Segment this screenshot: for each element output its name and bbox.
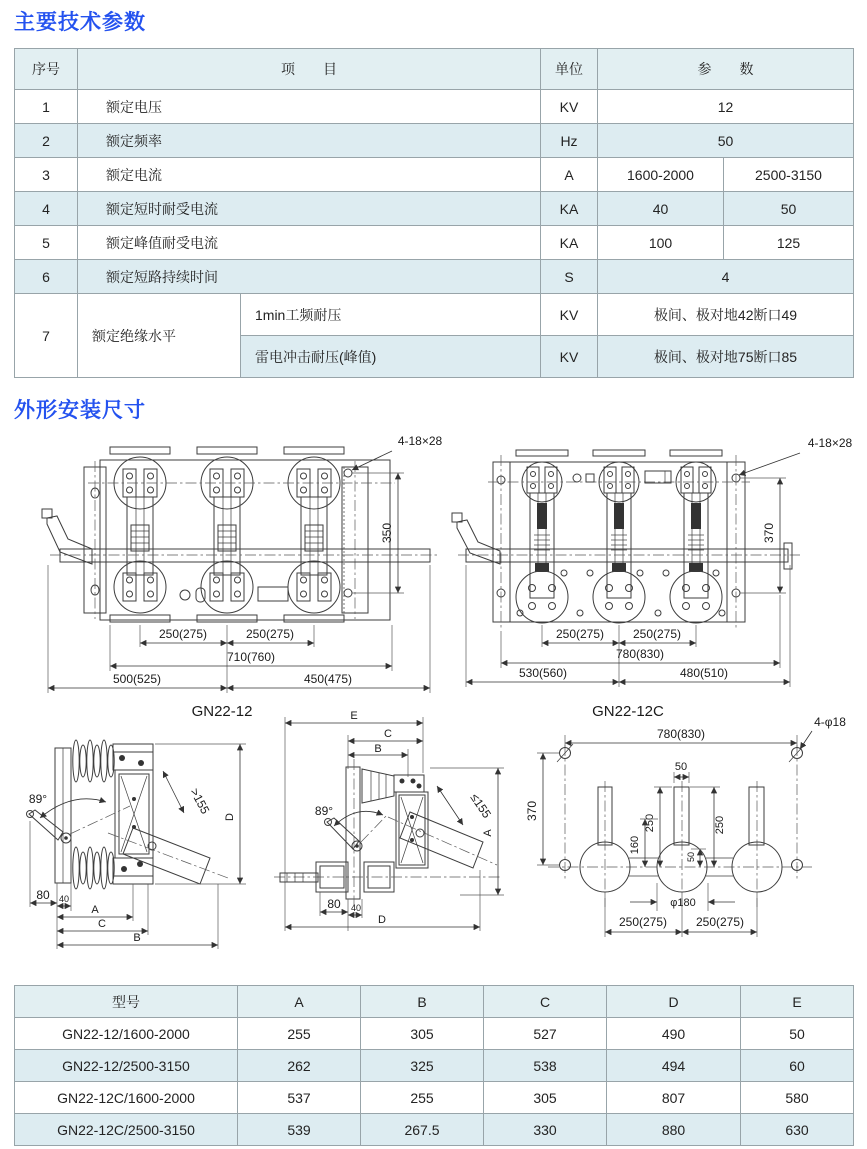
- cell-subitem: 雷电冲击耐压(峰值): [241, 336, 541, 378]
- technical-parameters-table: [14, 48, 854, 378]
- cell-value: 305: [361, 1018, 484, 1050]
- dim-width-total: 710(760): [226, 650, 276, 664]
- dim-c: C: [384, 728, 392, 740]
- cell-no: 5: [15, 226, 78, 260]
- dim-pole-spacing: 250(275): [555, 627, 605, 641]
- cell-value: 60: [741, 1050, 854, 1082]
- table-header-row: [15, 49, 854, 90]
- column-header-no: 序号: [15, 49, 78, 90]
- dim-160: 160: [629, 835, 641, 855]
- cell-unit: KA: [541, 192, 598, 226]
- table-row: [15, 90, 854, 124]
- installation-drawings: [0, 425, 867, 985]
- cell-value: 125: [724, 226, 854, 260]
- cell-value: 305: [484, 1082, 607, 1114]
- dim-80: 80: [36, 888, 50, 902]
- table-row: [15, 1018, 854, 1050]
- dim-b: B: [374, 743, 382, 755]
- table-row: [15, 1050, 854, 1082]
- dim-bolt-note: 4-18×28: [807, 436, 853, 450]
- dim-a: A: [482, 829, 494, 837]
- column-header-value: 参 数: [598, 49, 854, 90]
- cell-value: 527: [484, 1018, 607, 1050]
- dim-width-right: 450(475): [303, 672, 353, 686]
- cell-item: 额定短路持续时间: [78, 260, 541, 294]
- table-row: [15, 294, 854, 336]
- column-header-unit: 单位: [541, 49, 598, 90]
- cell-value: 494: [607, 1050, 741, 1082]
- cell-value: 267.5: [361, 1114, 484, 1146]
- dim-a: A: [91, 904, 99, 916]
- cell-unit: KV: [541, 294, 598, 336]
- cell-model: GN22-12C/2500-3150: [15, 1114, 238, 1146]
- dim-gap: ≤155: [467, 790, 494, 821]
- cell-unit: KV: [541, 90, 598, 124]
- cell-value: 40: [598, 192, 724, 226]
- dim-c: C: [98, 918, 106, 930]
- cell-item: 额定频率: [78, 124, 541, 158]
- dim-250-right: 250: [714, 815, 726, 835]
- dim-pole-spacing: 250(275): [245, 627, 295, 641]
- dim-d: D: [378, 914, 386, 926]
- cell-value: 12: [598, 90, 854, 124]
- table-row: [15, 124, 854, 158]
- cell-value: 580: [741, 1082, 854, 1114]
- dim-spacing: 250(275): [618, 915, 668, 929]
- cell-value: 255: [238, 1018, 361, 1050]
- dim-b: B: [133, 932, 141, 944]
- cell-no: 6: [15, 260, 78, 294]
- cell-value: 255: [361, 1082, 484, 1114]
- dim-bolt-note: 4-18×28: [397, 434, 443, 448]
- cell-unit: KA: [541, 226, 598, 260]
- cell-value: 330: [484, 1114, 607, 1146]
- cell-value: 4: [598, 260, 854, 294]
- cell-subitem: 1min工频耐压: [241, 294, 541, 336]
- cell-no: 7: [15, 294, 78, 378]
- dim-width-left: 500(525): [112, 672, 162, 686]
- dim-angle: 89°: [314, 804, 334, 818]
- dim-e: E: [350, 710, 358, 722]
- model-dimensions-table: [14, 985, 854, 1146]
- section-title-installation-dimensions: 外形安装尺寸: [14, 399, 146, 422]
- cell-item: 额定电流: [78, 158, 541, 192]
- dim-80: 80: [327, 897, 341, 911]
- cell-value: 630: [741, 1114, 854, 1146]
- dim-40: 40: [350, 903, 362, 913]
- drawing-gn22-12-front-view: [42, 434, 443, 720]
- cell-value: 807: [607, 1082, 741, 1114]
- column-header-a: A: [238, 986, 361, 1018]
- section-title-technical-parameters: 主要技术参数: [14, 11, 146, 34]
- table-row: [15, 1114, 854, 1146]
- dim-d: D: [224, 813, 236, 821]
- cell-value: 50: [741, 1018, 854, 1050]
- cell-no: 3: [15, 158, 78, 192]
- cell-value: 极间、极对地42断口49: [598, 294, 854, 336]
- cell-item: 额定短时耐受电流: [78, 192, 541, 226]
- cell-value: 538: [484, 1050, 607, 1082]
- dim-pole-spacing: 250(275): [158, 627, 208, 641]
- cell-unit: KV: [541, 336, 598, 378]
- cell-item: 额定绝缘水平: [78, 294, 241, 378]
- dim-width-total: 780(830): [615, 647, 665, 661]
- table-row: [15, 192, 854, 226]
- cell-no: 1: [15, 90, 78, 124]
- dim-bolt-note: 4-φ18: [814, 715, 846, 729]
- drawing-gn22-12c-front-view: [452, 436, 853, 720]
- cell-unit: S: [541, 260, 598, 294]
- dim-phi-180: φ180: [670, 897, 696, 909]
- column-header-model: 型号: [15, 986, 238, 1018]
- cell-value: 50: [598, 124, 854, 158]
- dim-pole-spacing: 250(275): [632, 627, 682, 641]
- cell-value: 880: [607, 1114, 741, 1146]
- drawing-gn22-12-side-view: [27, 740, 247, 949]
- dim-250-left: 250: [644, 813, 656, 833]
- cell-model: GN22-12/1600-2000: [15, 1018, 238, 1050]
- dim-height: 370: [762, 522, 776, 544]
- dim-spacing: 250(275): [695, 915, 745, 929]
- table-header-row: [15, 986, 854, 1018]
- cell-value: 1600-2000: [598, 158, 724, 192]
- dim-50-top: 50: [674, 761, 688, 773]
- cell-value: 极间、极对地75断口85: [598, 336, 854, 378]
- cell-model: GN22-12/2500-3150: [15, 1050, 238, 1082]
- dim-width-left: 530(560): [518, 666, 568, 680]
- column-header-e: E: [741, 986, 854, 1018]
- column-header-c: C: [484, 986, 607, 1018]
- cell-model: GN22-12C/1600-2000: [15, 1082, 238, 1114]
- cell-value: 262: [238, 1050, 361, 1082]
- cell-value: 100: [598, 226, 724, 260]
- cell-no: 2: [15, 124, 78, 158]
- model-label: GN22-12: [191, 703, 253, 720]
- table-row: [15, 260, 854, 294]
- cell-value: 490: [607, 1018, 741, 1050]
- dim-height: 350: [380, 522, 394, 544]
- cell-value: 2500-3150: [724, 158, 854, 192]
- dim-40: 40: [58, 894, 70, 904]
- table-row: [15, 1082, 854, 1114]
- cell-item: 额定电压: [78, 90, 541, 124]
- drawing-gn22-12c-side-view: [274, 710, 504, 931]
- cell-no: 4: [15, 192, 78, 226]
- table-row: [15, 226, 854, 260]
- dim-width-right: 480(510): [679, 666, 729, 680]
- cell-value: 325: [361, 1050, 484, 1082]
- cell-value: 50: [724, 192, 854, 226]
- cell-item: 额定峰值耐受电流: [78, 226, 541, 260]
- cell-unit: A: [541, 158, 598, 192]
- cell-value: 539: [238, 1114, 361, 1146]
- column-header-item: 项 目: [78, 49, 541, 90]
- dim-height: 370: [525, 800, 539, 822]
- model-label: GN22-12C: [592, 703, 664, 720]
- cell-value: 537: [238, 1082, 361, 1114]
- cell-unit: Hz: [541, 124, 598, 158]
- column-header-d: D: [607, 986, 741, 1018]
- dim-width: 780(830): [656, 727, 706, 741]
- table-row: [15, 158, 854, 192]
- dim-angle: 89°: [28, 792, 48, 806]
- dim-gap: >155: [187, 785, 213, 817]
- drawing-gn22-12c-plan-view: [525, 715, 846, 937]
- dim-50-right: 50: [686, 851, 696, 863]
- column-header-b: B: [361, 986, 484, 1018]
